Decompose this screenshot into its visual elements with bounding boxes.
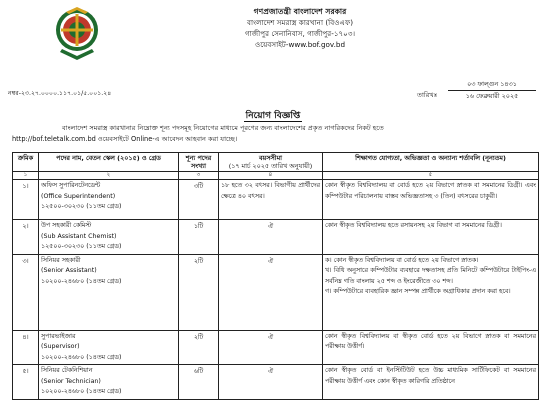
post-scale: ১২৫০০-৩০২৩০ (১১তম গ্রেড) <box>41 203 122 210</box>
post-name-en: (Office Superintendent) <box>41 192 116 200</box>
row-age: ঐ <box>219 330 323 365</box>
date-label: তারিখঃ <box>417 91 438 99</box>
row-qualification <box>323 254 539 330</box>
col-number: ৩ <box>179 172 219 180</box>
post-name-en: (Senior Assistant) <box>41 267 97 274</box>
row-vacancy: ২টি <box>179 330 219 365</box>
column-number-row <box>13 172 539 180</box>
row-vacancy: ৩টি <box>179 180 219 220</box>
header-post: পদের নাম, বেতন স্কেল (২০১৫) ও গ্রেড <box>39 153 179 172</box>
col-number: ১ <box>13 172 39 180</box>
intro-line-1: বাংলাদেশ সমরাস্ত্র কারখানার নিম্নোক্ত শূন্য পদসমূহ নিয়োগের মাধ্যমে পূরণের জন্য বাংলাদেশের প্রকৃত নাগরিকদের নিকট হতে <box>62 124 384 132</box>
table-row <box>13 365 539 400</box>
row-vacancy: ৬টি <box>179 365 219 400</box>
org-address: গাজীপুর সেনানিবাস, গাজীপুর-১৭০৩। <box>244 29 356 38</box>
col-number: ৪ <box>219 172 323 180</box>
date-block <box>448 80 536 101</box>
date-divider <box>448 90 536 91</box>
row-age: ঐ <box>219 220 323 255</box>
memo-number: নম্বর-২৩.২৭.০০০০.১১৭.০১/৫.০০১.২৪ <box>8 90 112 97</box>
org-name: বাংলাদেশ সমরাস্ত্র কারখানা (বিওএফ) <box>246 18 354 27</box>
row-vacancy: ২টি <box>179 254 219 330</box>
row-serial: ৪। <box>13 330 39 365</box>
bof-logo-emblem <box>52 4 102 64</box>
header-serial: ক্রমিক <box>13 153 39 172</box>
row-serial: ৩। <box>13 254 39 330</box>
row-post <box>39 365 179 400</box>
qualification-item: গ। কম্পিউটারে ব্যবহারিক জ্ঞান সম্পন্ন প্রার্থীকে অগ্রাধিকার প্রদান করা হবে। <box>325 288 511 295</box>
row-qualification: কোন স্বীকৃত বিশ্ববিদ্যালয় বা বোর্ড হতে ২য় বিভাগে স্নাতক বা সমমানের ডিগ্রী। এবং কম্পিউটার পরিচালনায় বাস্তব অভিজ্ঞতাসহ ৩ (তিন) বৎসরের চাকুরী। <box>323 180 539 220</box>
date-bangla: ০৩ ফাল্গুন ১৪৩১ <box>467 80 517 88</box>
row-qualification: কোন স্বীকৃত বিশ্ববিদ্যালয় বা স্বীকৃত বোর্ড হতে ২য় বিভাগে স্নাতক বা সমমানের পরীক্ষায় উত্তীর্ণ। <box>323 330 539 365</box>
row-qualification: কোন স্বীকৃত বিশ্ববিদ্যালয় হতে রসায়নসহ ২য় বিভাগ বা সমমানের ডিগ্রী। <box>323 220 539 255</box>
qualification-item: খ। বিধি অনুসারে কম্পিউটার ব্যবহারে দক্ষতাসহ প্রতি মিনিটে কম্পিউটারে টাইপিং-এ সর্বনিম্ন গতি বাংলায় ২৫ শব্দ ও ইংরেজীতে ৩০ শব্দ। <box>325 267 536 285</box>
post-name-en: (Senior Technician) <box>41 377 101 385</box>
vacancy-table <box>12 152 539 400</box>
row-age: ১৮ হতে ৩২ বৎসর। বিভাগীয় প্রার্থীদের ক্ষেত্রে ৪০ বৎসর। <box>219 180 323 220</box>
date-english: ১৬ ফেব্রুয়ারী ২০২৫ <box>465 92 519 100</box>
table-row <box>13 254 539 330</box>
intro-paragraph <box>12 123 532 144</box>
govt-name: গণপ্রজাতন্ত্রী বাংলাদেশ সরকার <box>253 7 347 16</box>
header-vacancy: শূন্য পদের সংখ্যা <box>179 153 219 172</box>
post-name-en: (Sub Assistant Chemist) <box>41 232 117 240</box>
post-name-bn: সিনিয়র টেকনিশিয়ান <box>41 367 93 374</box>
notice-title: নিয়োগ বিজ্ঞপ্তি <box>245 111 301 121</box>
post-name-en: (Supervisor) <box>41 343 80 350</box>
header-age-sub: (১৭ মার্চ ২০২৫ তারিখ অনুযায়ী) <box>228 162 313 170</box>
row-age: ঐ <box>219 254 323 330</box>
intro-line-2: http://bof.teletalk.com.bd ওয়েবসাইটে Online-এ আবেদন আহবান করা যাচ্ছে। <box>12 134 238 143</box>
row-age: ঐ <box>219 365 323 400</box>
row-post <box>39 254 179 330</box>
org-website: ওয়েবসাইট-www.bof.gov.bd <box>254 40 346 49</box>
col-number: ৫ <box>323 172 539 180</box>
row-post <box>39 330 179 365</box>
notice-title-wrap <box>0 108 546 123</box>
table-row <box>13 220 539 255</box>
header-age <box>219 153 323 172</box>
col-number: ২ <box>39 172 179 180</box>
table-row <box>13 180 539 220</box>
post-scale: ১০২০০-২৪৬৮০ (১৪তম গ্রেড) <box>41 277 122 285</box>
row-serial: ২। <box>13 220 39 255</box>
post-scale: ১০২০০-২৪৬৮০ (১৪তম গ্রেড) <box>41 388 122 395</box>
qualification-item: ক। কোন স্বীকৃত বিশ্ববিদ্যালয় বা বোর্ড হতে ২য় বিভাগে স্নাতক। <box>325 256 479 264</box>
table-row <box>13 330 539 365</box>
post-scale: ১০২০০-২৪৬৮০ (১৪তম গ্রেড) <box>41 353 122 361</box>
table-header-row <box>13 153 539 172</box>
post-name-bn: সুপারভাইজার <box>41 332 76 340</box>
letterhead <box>170 6 430 50</box>
row-serial: ১। <box>13 180 39 220</box>
post-name-bn: সিনিয়র সহকারী <box>41 256 81 264</box>
row-qualification: কোন স্বীকৃত বোর্ড বা ইনস্টিটিউট হতে উচ্চ মাধ্যমিক সার্টিফিকেট বা সমমানের পরীক্ষায় উত্তীর্ণ এবং কোন স্বীকৃত কারিগরি প্রতিষ্ঠানে <box>323 365 539 400</box>
row-post <box>39 180 179 220</box>
post-scale: ১২৫০০-৩০২৩০ (১১তম গ্রেড) <box>41 243 122 250</box>
post-name-bn: অফিস সুপারিনটেনডেন্ট <box>41 182 101 189</box>
header-age-title: বয়সসীমা <box>259 154 282 162</box>
post-name-bn: উপ সহকারী কেমিস্ট <box>41 222 92 229</box>
header-qualification: শিক্ষাগত যোগ্যতা, অভিজ্ঞতা ও অন্যান্য শর্তাবলি (নূন্যতম) <box>323 153 539 172</box>
row-vacancy: ১টি <box>179 220 219 255</box>
row-post <box>39 220 179 255</box>
row-serial: ৫। <box>13 365 39 400</box>
